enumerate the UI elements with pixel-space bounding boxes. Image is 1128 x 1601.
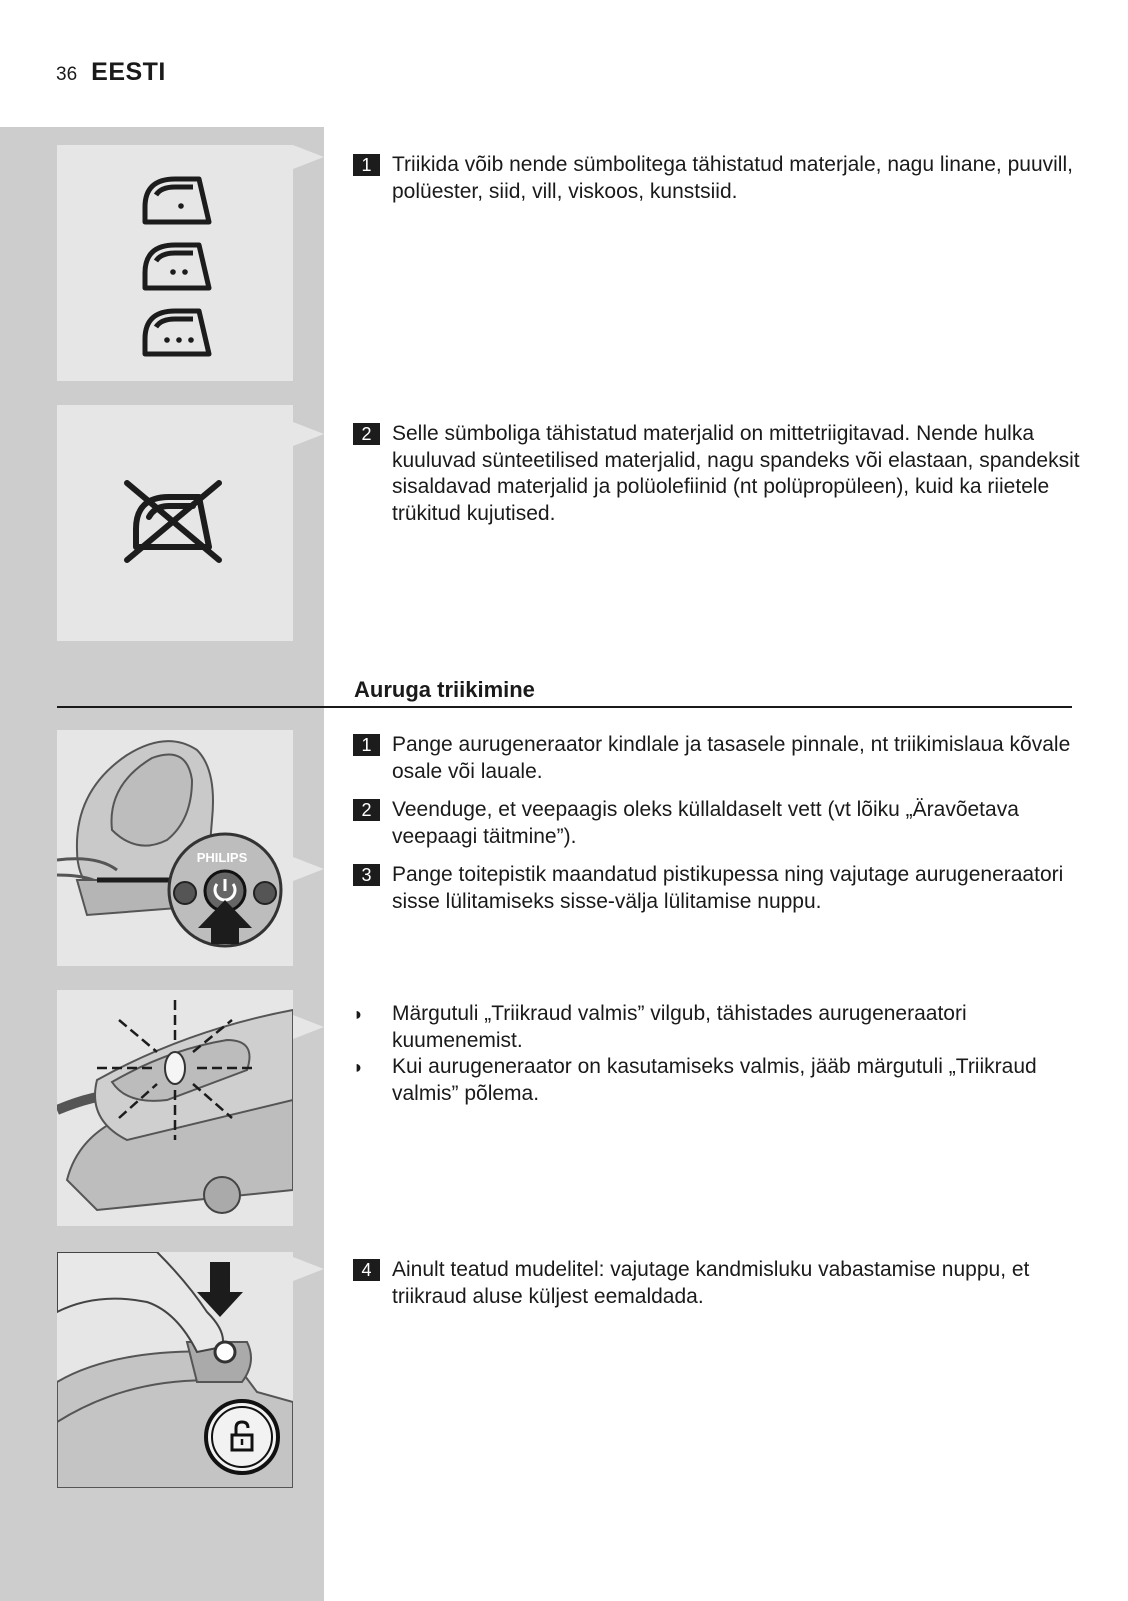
step-text: Pange toitepistik maandatud pistikupessa ning vajutage aurugeneraatori sisse lülitamiseks sisse-välja lülitamise nuppu. — [392, 863, 1064, 913]
do-not-iron-panel — [57, 405, 293, 641]
bullet-text: Kui aurugeneraator on kasutamiseks valmis, jääb märgutuli „Triikraud valmis” põlema. — [392, 1055, 1037, 1105]
bullet-item — [353, 1054, 1083, 1107]
iron-dot-1-icon — [145, 179, 209, 222]
panel-pointer — [293, 422, 324, 446]
lock-release-step-block — [353, 1257, 1083, 1322]
bullet-symbol: ◗ — [353, 1004, 364, 1024]
step-item — [353, 862, 1083, 915]
bullet-symbol: ◗ — [353, 1057, 364, 1077]
brand-label: PHILIPS — [196, 850, 248, 865]
step-number: 1 — [353, 154, 380, 176]
ready-light-panel — [57, 990, 293, 1226]
step-number: 3 — [353, 864, 380, 886]
step-text: Selle sümboliga tähistatud materjalid on mittetriigitavad. Nende hulka kuuluvad sünteetilised materjalid, nagu spandeks või elastaan, spandeksit sisaldavad materjalid ja polüolefiinid (nt polüpropüleen), kuid ka riietele trükitud kujutised. — [392, 422, 1080, 525]
iron-symbols-panel — [57, 145, 293, 381]
step-text: Veenduge, et veepaagis oleks küllaldaselt vett (vt lõiku „Äravõetava veepaagi täitmine”). — [392, 798, 1019, 848]
bullet-item — [353, 1001, 1083, 1054]
panel-pointer — [293, 1015, 324, 1039]
step-text: Pange aurugeneraator kindlale ja tasasele pinnale, nt triikimislaua kõvale osale või lauale. — [392, 733, 1071, 783]
step-text: Triikida võib nende sümbolitega tähistatud materjale, nagu linane, puuvill, polüester, siid, vill, viskoos, kunstsiid. — [392, 153, 1073, 203]
panel-pointer — [293, 1257, 324, 1281]
ironable-materials-block — [353, 152, 1083, 217]
steam-ironing-heading: Auruga triikimine — [354, 677, 535, 702]
lock-release-icon — [206, 1401, 278, 1473]
ready-light-notes — [353, 1001, 1083, 1119]
lock-release-panel — [57, 1252, 293, 1488]
step-item — [353, 732, 1083, 785]
step-number: 2 — [353, 423, 380, 445]
step-item — [353, 797, 1083, 850]
section-title: EESTI — [91, 58, 166, 86]
page-number: 36 — [56, 64, 78, 85]
iron-dot-2-icon — [145, 245, 209, 288]
step-text: Ainult teatud mudelitel: vajutage kandmisluku vabastamise nuppu, et triikraud aluse küljest eemaldada. — [392, 1258, 1030, 1308]
bullet-text: Märgutuli „Triikraud valmis” vilgub, tähistades aurugeneraatori kuumenemist. — [392, 1002, 967, 1052]
step-item — [353, 421, 1083, 527]
iron-dot-3-icon — [145, 311, 209, 354]
step-item — [353, 152, 1083, 205]
step-number: 2 — [353, 799, 380, 821]
section-divider — [57, 706, 1072, 708]
step-number: 4 — [353, 1259, 380, 1281]
panel-pointer — [293, 145, 324, 169]
non-ironable-materials-block — [353, 421, 1083, 539]
panel-pointer — [293, 857, 324, 881]
step-number: 1 — [353, 734, 380, 756]
do-not-iron-icon — [127, 483, 219, 560]
steam-steps-block — [353, 732, 1083, 927]
power-on-panel — [57, 730, 293, 966]
page-header — [56, 58, 166, 87]
step-item — [353, 1257, 1083, 1310]
